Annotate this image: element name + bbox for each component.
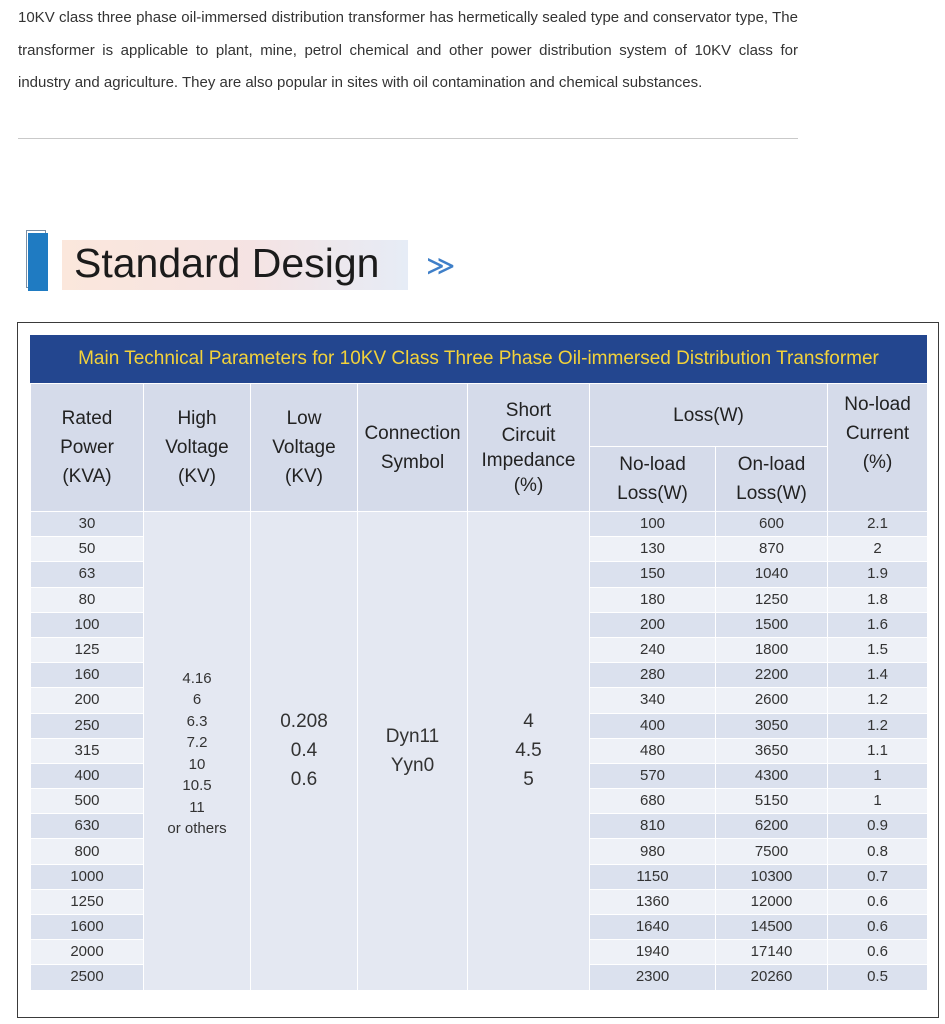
cell-no-load-loss: 980: [590, 839, 716, 864]
cell-rated-power: 1600: [31, 915, 144, 940]
cell-no-load-loss: 1940: [590, 940, 716, 965]
cell-on-load-loss: 600: [716, 512, 828, 537]
cell-on-load-loss: 1800: [716, 637, 828, 662]
cell-no-load-current: 2.1: [828, 512, 928, 537]
heading-marker-icon: [26, 230, 46, 288]
cell-on-load-loss: 6200: [716, 814, 828, 839]
cell-no-load-loss: 150: [590, 562, 716, 587]
header-impedance: Short Circuit Impedance (%): [468, 384, 590, 512]
cell-no-load-current: 1.8: [828, 587, 928, 612]
cell-on-load-loss: 10300: [716, 864, 828, 889]
cell-on-load-loss: 20260: [716, 965, 828, 990]
parameters-table: [30, 383, 928, 991]
cell-on-load-loss: 17140: [716, 940, 828, 965]
cell-connection-symbol: Dyn11 Yyn0: [358, 512, 468, 991]
cell-no-load-loss: 1640: [590, 915, 716, 940]
divider: [18, 138, 798, 139]
cell-no-load-current: 0.6: [828, 915, 928, 940]
cell-on-load-loss: 1500: [716, 612, 828, 637]
cell-no-load-loss: 570: [590, 763, 716, 788]
cell-on-load-loss: 12000: [716, 889, 828, 914]
table-title: Main Technical Parameters for 10KV Class Three Phase Oil-immersed Distribution Transformer: [30, 335, 927, 383]
cell-high-voltage: 4.16 6 6.3 7.2 10 10.5 11 or others: [144, 512, 251, 991]
cell-no-load-current: 1.5: [828, 637, 928, 662]
cell-rated-power: 315: [31, 738, 144, 763]
cell-low-voltage: 0.208 0.4 0.6: [251, 512, 358, 991]
cell-no-load-loss: 400: [590, 713, 716, 738]
cell-rated-power: 800: [31, 839, 144, 864]
cell-no-load-loss: 340: [590, 688, 716, 713]
table-row: [31, 512, 928, 537]
cell-no-load-current: 1.4: [828, 663, 928, 688]
cell-rated-power: 250: [31, 713, 144, 738]
cell-impedance: 4 4.5 5: [468, 512, 590, 991]
cell-on-load-loss: 4300: [716, 763, 828, 788]
cell-no-load-loss: 1150: [590, 864, 716, 889]
table-body: [31, 512, 928, 991]
header-on-load-loss: On-load Loss(W): [716, 447, 828, 512]
cell-rated-power: 2500: [31, 965, 144, 990]
cell-rated-power: 1250: [31, 889, 144, 914]
cell-no-load-loss: 240: [590, 637, 716, 662]
cell-no-load-loss: 130: [590, 537, 716, 562]
cell-on-load-loss: 3650: [716, 738, 828, 763]
cell-rated-power: 500: [31, 789, 144, 814]
header-connection-symbol: Connection Symbol: [358, 384, 468, 512]
cell-on-load-loss: 5150: [716, 789, 828, 814]
cell-no-load-current: 0.7: [828, 864, 928, 889]
cell-no-load-current: 0.8: [828, 839, 928, 864]
parameters-table-frame: [17, 322, 939, 1018]
cell-on-load-loss: 14500: [716, 915, 828, 940]
cell-no-load-current: 0.5: [828, 965, 928, 990]
header-no-load-current: No-load Current (%): [828, 384, 928, 512]
cell-rated-power: 1000: [31, 864, 144, 889]
cell-no-load-current: 1.9: [828, 562, 928, 587]
cell-no-load-loss: 180: [590, 587, 716, 612]
cell-rated-power: 125: [31, 637, 144, 662]
cell-no-load-loss: 2300: [590, 965, 716, 990]
cell-rated-power: 63: [31, 562, 144, 587]
cell-no-load-current: 0.6: [828, 889, 928, 914]
cell-on-load-loss: 1250: [716, 587, 828, 612]
cell-on-load-loss: 2600: [716, 688, 828, 713]
cell-no-load-current: 0.6: [828, 940, 928, 965]
header-high-voltage: High Voltage (KV): [144, 384, 251, 512]
header-no-load-loss: No-load Loss(W): [590, 447, 716, 512]
cell-on-load-loss: 3050: [716, 713, 828, 738]
cell-no-load-current: 2: [828, 537, 928, 562]
cell-no-load-loss: 480: [590, 738, 716, 763]
cell-no-load-current: 0.9: [828, 814, 928, 839]
cell-no-load-loss: 810: [590, 814, 716, 839]
header-loss-group: Loss(W): [590, 384, 828, 447]
section-heading: [18, 216, 478, 296]
cell-no-load-loss: 680: [590, 789, 716, 814]
cell-no-load-current: 1.2: [828, 688, 928, 713]
cell-rated-power: 2000: [31, 940, 144, 965]
header-low-voltage: Low Voltage (KV): [251, 384, 358, 512]
cell-on-load-loss: 7500: [716, 839, 828, 864]
cell-rated-power: 400: [31, 763, 144, 788]
cell-no-load-current: 1: [828, 789, 928, 814]
double-chevron-right-icon: ≫: [426, 250, 456, 281]
cell-rated-power: 200: [31, 688, 144, 713]
intro-paragraph: 10KV class three phase oil-immersed distribution transformer has hermetically sealed type and conservator type, The transformer is applicable to plant, mine, petrol chemical and other power distribution system of 10KV class for industry and agriculture. They are also popular in sites with oil contamination and chemical substances.: [18, 9, 798, 91]
cell-rated-power: 30: [31, 512, 144, 537]
cell-no-load-loss: 280: [590, 663, 716, 688]
cell-no-load-current: 1: [828, 763, 928, 788]
cell-rated-power: 100: [31, 612, 144, 637]
cell-rated-power: 160: [31, 663, 144, 688]
cell-no-load-loss: 1360: [590, 889, 716, 914]
cell-no-load-loss: 200: [590, 612, 716, 637]
cell-on-load-loss: 1040: [716, 562, 828, 587]
cell-no-load-current: 1.6: [828, 612, 928, 637]
section-title: Standard Design: [74, 240, 380, 286]
header-rated-power: Rated Power (KVA): [31, 384, 144, 512]
cell-rated-power: 80: [31, 587, 144, 612]
cell-on-load-loss: 870: [716, 537, 828, 562]
cell-on-load-loss: 2200: [716, 663, 828, 688]
cell-rated-power: 630: [31, 814, 144, 839]
cell-rated-power: 50: [31, 537, 144, 562]
cell-no-load-current: 1.2: [828, 713, 928, 738]
cell-no-load-loss: 100: [590, 512, 716, 537]
cell-no-load-current: 1.1: [828, 738, 928, 763]
